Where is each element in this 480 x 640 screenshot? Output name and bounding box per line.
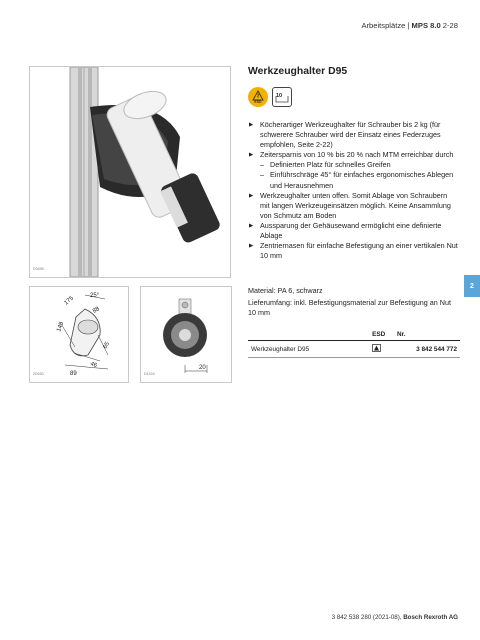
figure-code: 2D530 <box>33 372 44 376</box>
dim-89: 89 <box>70 371 77 377</box>
front-view-drawing <box>141 287 231 382</box>
section-label: Arbeitsplätze | <box>361 21 410 30</box>
figure-code: D1424 <box>144 372 155 376</box>
col-nr: Nr. <box>394 329 460 341</box>
feature-subitem: – Definierten Platz für schnelles Greifen <box>260 160 458 170</box>
front-dim-20: 20 <box>199 365 206 371</box>
dimension-drawing <box>30 287 128 382</box>
col-name <box>248 329 369 341</box>
feature-item: ▶ Köcherartiger Werkzeughalter für Schrauber bis 2 kg (für schwerere Schrauber wird der Einsatz eines Federzuges empfohlen, Seite 2-22) <box>248 120 458 150</box>
feature-item: ▶ Zentriernasen für einfache Befestigung an einer vertikalen Nut 10 mm <box>248 241 458 261</box>
page-number: 2-28 <box>442 21 458 30</box>
feature-item: ▶ Aussparung der Gehäusewand ermöglicht eine definierte Ablage <box>248 221 458 241</box>
row-name: Werkzeughalter D95 <box>248 341 369 358</box>
col-esd: ESD <box>369 329 394 341</box>
esd-warning-icon <box>372 344 381 352</box>
table-row[interactable] <box>248 341 460 358</box>
dim-46: 46 <box>89 361 98 370</box>
time-saving-icon: 10 <box>272 87 292 107</box>
page-footer <box>332 614 458 621</box>
product-info <box>248 286 460 320</box>
feature-subitem: – Einführschräge 45° für einfaches ergonomisches Ablegen und Herausnehmen <box>260 170 458 190</box>
dim-145: 145 <box>56 321 66 333</box>
feature-sublist <box>260 160 458 190</box>
dim-65: 65 <box>102 341 112 350</box>
material-text: Material: PA 6, schwarz <box>248 286 323 295</box>
dim-angle: 25° <box>90 293 100 299</box>
chapter-tab[interactable]: 2 <box>464 275 480 297</box>
delivery-text: Lieferumfang: inkl. Befestigungsmaterial zur Befestigung an Nut 10 mm <box>248 298 451 318</box>
row-esd <box>369 341 394 358</box>
feature-item: ▶ Zeitersparnis von 10 % bis 20 % nach MTM erreichbar durch – Definierten Platz für schnelles Greifen – Einführschräge 45° für einfaches ergonomisches Ablegen und Herausnehmen <box>248 150 458 190</box>
dimension-figure <box>29 286 129 383</box>
feature-icons <box>248 87 292 107</box>
doc-number: 3 842 538 280 (2021-08), <box>331 614 402 621</box>
page-header <box>361 21 458 30</box>
feature-list <box>248 120 458 261</box>
product-title: Werkzeughalter D95 <box>248 66 348 77</box>
esd-icon: ESD <box>248 87 268 107</box>
front-view-figure <box>140 286 232 383</box>
dim-88: 88 <box>92 306 101 315</box>
order-table <box>248 329 460 358</box>
main-figure <box>29 66 231 278</box>
row-nr: 3 842 544 772 <box>394 341 460 358</box>
company-name: Bosch Rexroth AG <box>403 614 458 621</box>
tool-holder-illustration <box>30 67 230 277</box>
table-header-row <box>248 329 460 341</box>
product-line: MPS 8.0 <box>411 21 441 30</box>
dim-175: 175 <box>63 295 75 307</box>
feature-item: ▶ Werkzeughalter unten offen. Somit Ablage von Schraubern mit langen Werkzeugeinsätzen möglich. Keine Ansammlung von Schmutz am Boden <box>248 191 458 221</box>
figure-code: D3495 <box>33 267 44 271</box>
